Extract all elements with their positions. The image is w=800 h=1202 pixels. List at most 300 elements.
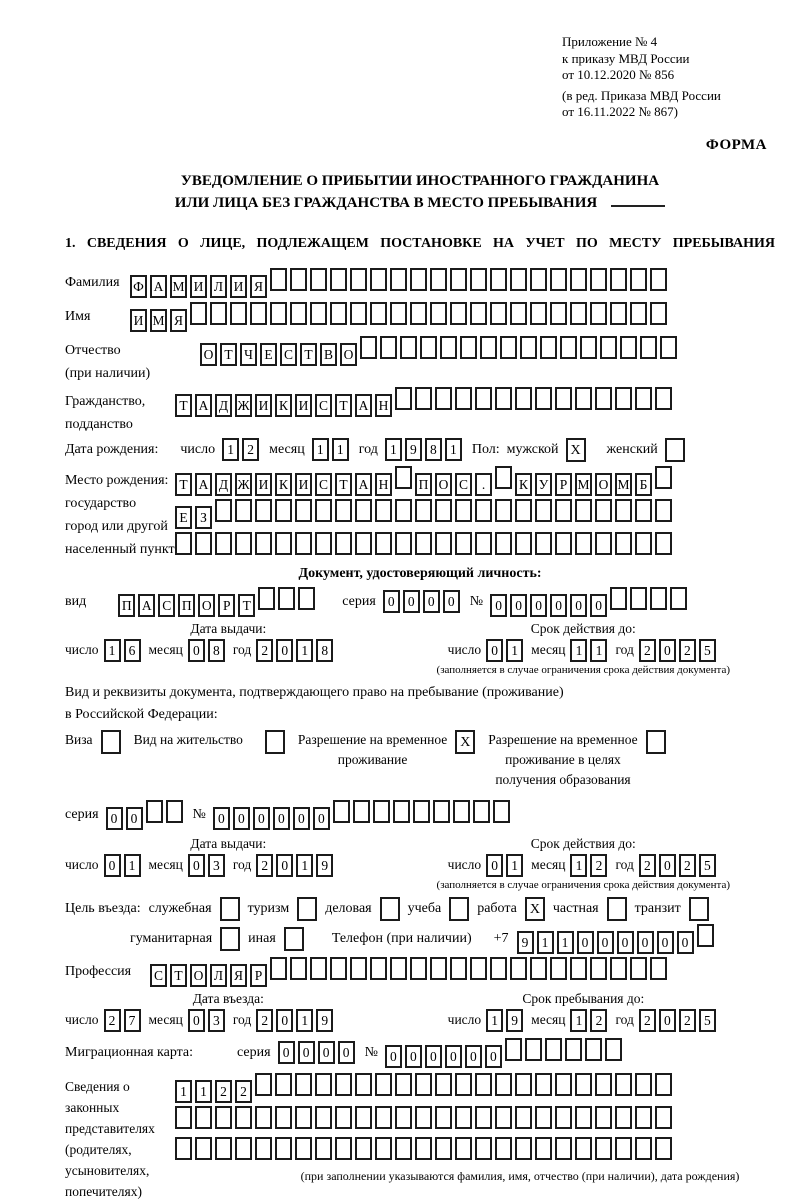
- char-cell[interactable]: [550, 957, 567, 980]
- char-cell[interactable]: [490, 957, 507, 980]
- char-cell[interactable]: 0: [276, 1009, 293, 1032]
- char-cell[interactable]: [570, 302, 587, 325]
- char-cell[interactable]: 0: [253, 807, 270, 830]
- char-cell[interactable]: [515, 499, 532, 522]
- char-cell[interactable]: Т: [238, 594, 255, 617]
- visa-checkbox[interactable]: [101, 730, 121, 754]
- char-cell[interactable]: [295, 1073, 312, 1096]
- birth-day-cells[interactable]: [222, 438, 262, 461]
- char-cell[interactable]: [475, 1137, 492, 1160]
- char-cell[interactable]: [375, 499, 392, 522]
- char-cell[interactable]: 0: [657, 931, 674, 954]
- char-cell[interactable]: [550, 302, 567, 325]
- char-cell[interactable]: 0: [486, 639, 503, 662]
- birth-place-row3-cells[interactable]: [175, 532, 675, 560]
- char-cell[interactable]: 0: [637, 931, 654, 954]
- entry-year-cells[interactable]: [256, 1009, 336, 1032]
- gender-male-checkbox[interactable]: X: [566, 438, 586, 462]
- char-cell[interactable]: [335, 1137, 352, 1160]
- char-cell[interactable]: [275, 499, 292, 522]
- char-cell[interactable]: Н: [375, 473, 392, 496]
- char-cell[interactable]: [515, 1137, 532, 1160]
- char-cell[interactable]: [395, 466, 412, 489]
- char-cell[interactable]: 0: [617, 931, 634, 954]
- char-cell[interactable]: 8: [425, 438, 442, 461]
- entry-day-cells[interactable]: [104, 1009, 144, 1032]
- char-cell[interactable]: Д: [215, 473, 232, 496]
- char-cell[interactable]: [630, 302, 647, 325]
- char-cell[interactable]: [475, 499, 492, 522]
- char-cell[interactable]: [493, 800, 510, 823]
- char-cell[interactable]: [330, 302, 347, 325]
- char-cell[interactable]: [555, 532, 572, 555]
- char-cell[interactable]: 1: [296, 639, 313, 662]
- char-cell[interactable]: [655, 1137, 672, 1160]
- char-cell[interactable]: [415, 532, 432, 555]
- char-cell[interactable]: [275, 1073, 292, 1096]
- char-cell[interactable]: [510, 302, 527, 325]
- char-cell[interactable]: [435, 532, 452, 555]
- char-cell[interactable]: [697, 924, 714, 947]
- char-cell[interactable]: [315, 532, 332, 555]
- char-cell[interactable]: Б: [635, 473, 652, 496]
- char-cell[interactable]: [635, 1106, 652, 1129]
- char-cell[interactable]: [315, 499, 332, 522]
- char-cell[interactable]: [380, 336, 397, 359]
- char-cell[interactable]: [630, 957, 647, 980]
- char-cell[interactable]: 9: [316, 854, 333, 877]
- char-cell[interactable]: Т: [300, 343, 317, 366]
- char-cell[interactable]: [550, 268, 567, 291]
- char-cell[interactable]: [473, 800, 490, 823]
- char-cell[interactable]: [355, 1073, 372, 1096]
- char-cell[interactable]: 2: [679, 854, 696, 877]
- temp-permit-checkbox[interactable]: X: [455, 730, 475, 754]
- char-cell[interactable]: П: [118, 594, 135, 617]
- issue-day-cells[interactable]: [104, 639, 144, 662]
- char-cell[interactable]: А: [138, 594, 155, 617]
- purpose-transit-checkbox[interactable]: [689, 897, 709, 921]
- char-cell[interactable]: [415, 1106, 432, 1129]
- char-cell[interactable]: И: [230, 275, 247, 298]
- char-cell[interactable]: 1: [486, 1009, 503, 1032]
- char-cell[interactable]: И: [295, 394, 312, 417]
- char-cell[interactable]: [295, 1106, 312, 1129]
- char-cell[interactable]: [415, 1137, 432, 1160]
- char-cell[interactable]: [335, 1073, 352, 1096]
- char-cell[interactable]: [410, 957, 427, 980]
- char-cell[interactable]: А: [355, 473, 372, 496]
- char-cell[interactable]: [575, 1137, 592, 1160]
- residence-issue-year-cells[interactable]: [256, 854, 336, 877]
- char-cell[interactable]: [370, 268, 387, 291]
- char-cell[interactable]: [295, 499, 312, 522]
- char-cell[interactable]: 0: [485, 1045, 502, 1068]
- char-cell[interactable]: [565, 1038, 582, 1061]
- char-cell[interactable]: И: [295, 473, 312, 496]
- char-cell[interactable]: 1: [332, 438, 349, 461]
- char-cell[interactable]: [310, 302, 327, 325]
- residence-issue-day-cells[interactable]: [104, 854, 144, 877]
- char-cell[interactable]: [435, 387, 452, 410]
- char-cell[interactable]: Л: [210, 275, 227, 298]
- char-cell[interactable]: [390, 302, 407, 325]
- char-cell[interactable]: В: [320, 343, 337, 366]
- char-cell[interactable]: [540, 336, 557, 359]
- char-cell[interactable]: [255, 532, 272, 555]
- char-cell[interactable]: 1: [445, 438, 462, 461]
- char-cell[interactable]: 8: [316, 639, 333, 662]
- char-cell[interactable]: О: [190, 964, 207, 987]
- char-cell[interactable]: [315, 1137, 332, 1160]
- char-cell[interactable]: [430, 302, 447, 325]
- char-cell[interactable]: [395, 532, 412, 555]
- char-cell[interactable]: [635, 499, 652, 522]
- char-cell[interactable]: С: [280, 343, 297, 366]
- char-cell[interactable]: Ж: [235, 394, 252, 417]
- char-cell[interactable]: [635, 1073, 652, 1096]
- purpose-business-checkbox[interactable]: [380, 897, 400, 921]
- char-cell[interactable]: О: [435, 473, 452, 496]
- char-cell[interactable]: [655, 387, 672, 410]
- char-cell[interactable]: [353, 800, 370, 823]
- char-cell[interactable]: 5: [699, 639, 716, 662]
- char-cell[interactable]: [490, 302, 507, 325]
- char-cell[interactable]: 3: [208, 1009, 225, 1032]
- char-cell[interactable]: [215, 532, 232, 555]
- char-cell[interactable]: 1: [385, 438, 402, 461]
- char-cell[interactable]: Е: [260, 343, 277, 366]
- char-cell[interactable]: 2: [679, 639, 696, 662]
- char-cell[interactable]: 1: [537, 931, 554, 954]
- char-cell[interactable]: [530, 302, 547, 325]
- char-cell[interactable]: [375, 1137, 392, 1160]
- char-cell[interactable]: [195, 532, 212, 555]
- char-cell[interactable]: [490, 268, 507, 291]
- char-cell[interactable]: 1: [296, 1009, 313, 1032]
- char-cell[interactable]: [275, 1106, 292, 1129]
- char-cell[interactable]: 0: [383, 590, 400, 613]
- char-cell[interactable]: [166, 800, 183, 823]
- birth-month-cells[interactable]: [312, 438, 352, 461]
- char-cell[interactable]: И: [255, 394, 272, 417]
- char-cell[interactable]: Т: [220, 343, 237, 366]
- char-cell[interactable]: [575, 499, 592, 522]
- char-cell[interactable]: [630, 587, 647, 610]
- char-cell[interactable]: И: [255, 473, 272, 496]
- char-cell[interactable]: 0: [443, 590, 460, 613]
- char-cell[interactable]: [375, 1106, 392, 1129]
- char-cell[interactable]: [350, 302, 367, 325]
- char-cell[interactable]: 1: [124, 854, 141, 877]
- char-cell[interactable]: [258, 587, 275, 610]
- char-cell[interactable]: 0: [313, 807, 330, 830]
- char-cell[interactable]: 0: [188, 1009, 205, 1032]
- char-cell[interactable]: [270, 957, 287, 980]
- birth-place-row1-cells[interactable]: [175, 466, 675, 496]
- char-cell[interactable]: 2: [215, 1080, 232, 1103]
- char-cell[interactable]: [555, 1106, 572, 1129]
- char-cell[interactable]: 0: [445, 1045, 462, 1068]
- edu-permit-checkbox[interactable]: [646, 730, 666, 754]
- char-cell[interactable]: О: [340, 343, 357, 366]
- profession-cells[interactable]: [150, 957, 670, 987]
- issue-month-cells[interactable]: [188, 639, 228, 662]
- char-cell[interactable]: [453, 800, 470, 823]
- char-cell[interactable]: Т: [170, 964, 187, 987]
- char-cell[interactable]: [175, 532, 192, 555]
- char-cell[interactable]: [395, 387, 412, 410]
- char-cell[interactable]: [595, 387, 612, 410]
- stay-year-cells[interactable]: [639, 1009, 719, 1032]
- char-cell[interactable]: [210, 302, 227, 325]
- char-cell[interactable]: [475, 1073, 492, 1096]
- representatives-row2-cells[interactable]: [175, 1106, 800, 1134]
- char-cell[interactable]: 1: [590, 639, 607, 662]
- char-cell[interactable]: 0: [106, 807, 123, 830]
- char-cell[interactable]: [295, 1137, 312, 1160]
- char-cell[interactable]: [255, 1137, 272, 1160]
- char-cell[interactable]: [475, 1106, 492, 1129]
- char-cell[interactable]: 0: [338, 1041, 355, 1064]
- char-cell[interactable]: 2: [256, 854, 273, 877]
- char-cell[interactable]: 0: [597, 931, 614, 954]
- char-cell[interactable]: [250, 302, 267, 325]
- char-cell[interactable]: [495, 387, 512, 410]
- char-cell[interactable]: [375, 532, 392, 555]
- char-cell[interactable]: [195, 1106, 212, 1129]
- char-cell[interactable]: [555, 1137, 572, 1160]
- char-cell[interactable]: [370, 957, 387, 980]
- char-cell[interactable]: 0: [276, 854, 293, 877]
- char-cell[interactable]: [175, 1106, 192, 1129]
- char-cell[interactable]: [555, 387, 572, 410]
- char-cell[interactable]: Т: [335, 473, 352, 496]
- residence-expiry-month-cells[interactable]: [570, 854, 610, 877]
- char-cell[interactable]: [415, 1073, 432, 1096]
- char-cell[interactable]: 7: [124, 1009, 141, 1032]
- char-cell[interactable]: [655, 466, 672, 489]
- char-cell[interactable]: [515, 1106, 532, 1129]
- representatives-row1-cells[interactable]: [175, 1073, 800, 1103]
- char-cell[interactable]: 2: [679, 1009, 696, 1032]
- char-cell[interactable]: [146, 800, 163, 823]
- char-cell[interactable]: [615, 499, 632, 522]
- char-cell[interactable]: [500, 336, 517, 359]
- char-cell[interactable]: Я: [230, 964, 247, 987]
- char-cell[interactable]: [420, 336, 437, 359]
- char-cell[interactable]: [375, 1073, 392, 1096]
- char-cell[interactable]: О: [198, 594, 215, 617]
- char-cell[interactable]: 1: [195, 1080, 212, 1103]
- char-cell[interactable]: М: [615, 473, 632, 496]
- char-cell[interactable]: [370, 302, 387, 325]
- char-cell[interactable]: [393, 800, 410, 823]
- patronymic-cells[interactable]: [200, 336, 680, 366]
- char-cell[interactable]: [235, 1137, 252, 1160]
- surname-cells[interactable]: [130, 268, 670, 298]
- char-cell[interactable]: [535, 1137, 552, 1160]
- char-cell[interactable]: 0: [188, 854, 205, 877]
- residence-series-cells[interactable]: [106, 800, 186, 830]
- char-cell[interactable]: 1: [570, 854, 587, 877]
- char-cell[interactable]: [430, 957, 447, 980]
- char-cell[interactable]: 2: [256, 639, 273, 662]
- residence-permit-checkbox[interactable]: [265, 730, 285, 754]
- char-cell[interactable]: [610, 268, 627, 291]
- char-cell[interactable]: 0: [104, 854, 121, 877]
- char-cell[interactable]: 2: [639, 1009, 656, 1032]
- mc-series-cells[interactable]: [278, 1041, 358, 1064]
- char-cell[interactable]: [455, 532, 472, 555]
- char-cell[interactable]: [230, 302, 247, 325]
- char-cell[interactable]: Д: [215, 394, 232, 417]
- char-cell[interactable]: [430, 268, 447, 291]
- char-cell[interactable]: [515, 1073, 532, 1096]
- char-cell[interactable]: 2: [242, 438, 259, 461]
- char-cell[interactable]: 0: [486, 854, 503, 877]
- char-cell[interactable]: [190, 302, 207, 325]
- char-cell[interactable]: 2: [639, 639, 656, 662]
- char-cell[interactable]: [255, 499, 272, 522]
- char-cell[interactable]: [270, 268, 287, 291]
- char-cell[interactable]: [310, 268, 327, 291]
- char-cell[interactable]: [395, 1073, 412, 1096]
- char-cell[interactable]: А: [195, 394, 212, 417]
- char-cell[interactable]: [620, 336, 637, 359]
- char-cell[interactable]: 0: [659, 639, 676, 662]
- char-cell[interactable]: [315, 1106, 332, 1129]
- char-cell[interactable]: [290, 957, 307, 980]
- char-cell[interactable]: 0: [465, 1045, 482, 1068]
- char-cell[interactable]: Ф: [130, 275, 147, 298]
- char-cell[interactable]: [390, 268, 407, 291]
- char-cell[interactable]: [350, 957, 367, 980]
- char-cell[interactable]: [615, 532, 632, 555]
- char-cell[interactable]: П: [178, 594, 195, 617]
- stay-day-cells[interactable]: [486, 1009, 526, 1032]
- char-cell[interactable]: 2: [235, 1080, 252, 1103]
- char-cell[interactable]: 0: [403, 590, 420, 613]
- char-cell[interactable]: [400, 336, 417, 359]
- char-cell[interactable]: Т: [175, 394, 192, 417]
- char-cell[interactable]: 6: [124, 639, 141, 662]
- char-cell[interactable]: М: [150, 309, 167, 332]
- char-cell[interactable]: [335, 532, 352, 555]
- char-cell[interactable]: С: [158, 594, 175, 617]
- char-cell[interactable]: [555, 499, 572, 522]
- char-cell[interactable]: [395, 499, 412, 522]
- mc-number-cells[interactable]: [385, 1038, 625, 1068]
- char-cell[interactable]: 1: [506, 854, 523, 877]
- stay-month-cells[interactable]: [570, 1009, 610, 1032]
- char-cell[interactable]: 0: [188, 639, 205, 662]
- char-cell[interactable]: [560, 336, 577, 359]
- char-cell[interactable]: [650, 268, 667, 291]
- char-cell[interactable]: 0: [273, 807, 290, 830]
- char-cell[interactable]: [670, 587, 687, 610]
- char-cell[interactable]: 0: [213, 807, 230, 830]
- purpose-work-checkbox[interactable]: X: [525, 897, 545, 921]
- char-cell[interactable]: [595, 1106, 612, 1129]
- char-cell[interactable]: [610, 302, 627, 325]
- char-cell[interactable]: [310, 957, 327, 980]
- char-cell[interactable]: [530, 268, 547, 291]
- char-cell[interactable]: [525, 1038, 542, 1061]
- char-cell[interactable]: [495, 499, 512, 522]
- char-cell[interactable]: [570, 268, 587, 291]
- char-cell[interactable]: А: [195, 473, 212, 496]
- char-cell[interactable]: [435, 1073, 452, 1096]
- char-cell[interactable]: 1: [570, 639, 587, 662]
- char-cell[interactable]: [650, 302, 667, 325]
- char-cell[interactable]: .: [475, 473, 492, 496]
- char-cell[interactable]: 0: [276, 639, 293, 662]
- char-cell[interactable]: 0: [659, 1009, 676, 1032]
- char-cell[interactable]: Н: [375, 394, 392, 417]
- char-cell[interactable]: [390, 957, 407, 980]
- char-cell[interactable]: 0: [425, 1045, 442, 1068]
- entry-month-cells[interactable]: [188, 1009, 228, 1032]
- char-cell[interactable]: [275, 532, 292, 555]
- char-cell[interactable]: [455, 387, 472, 410]
- char-cell[interactable]: [410, 302, 427, 325]
- purpose-study-checkbox[interactable]: [449, 897, 469, 921]
- char-cell[interactable]: [605, 1038, 622, 1061]
- char-cell[interactable]: С: [150, 964, 167, 987]
- issue-year-cells[interactable]: [256, 639, 336, 662]
- char-cell[interactable]: И: [130, 309, 147, 332]
- char-cell[interactable]: [480, 336, 497, 359]
- char-cell[interactable]: [330, 957, 347, 980]
- char-cell[interactable]: [395, 1106, 412, 1129]
- char-cell[interactable]: [580, 336, 597, 359]
- char-cell[interactable]: [455, 499, 472, 522]
- char-cell[interactable]: [530, 957, 547, 980]
- char-cell[interactable]: [455, 1073, 472, 1096]
- char-cell[interactable]: 0: [510, 594, 527, 617]
- char-cell[interactable]: [355, 499, 372, 522]
- name-cells[interactable]: [130, 302, 670, 332]
- char-cell[interactable]: 0: [677, 931, 694, 954]
- doc-number-cells[interactable]: [490, 587, 690, 617]
- char-cell[interactable]: 2: [590, 1009, 607, 1032]
- char-cell[interactable]: [650, 957, 667, 980]
- char-cell[interactable]: [615, 1106, 632, 1129]
- char-cell[interactable]: 0: [530, 594, 547, 617]
- char-cell[interactable]: [275, 1137, 292, 1160]
- char-cell[interactable]: [655, 1073, 672, 1096]
- char-cell[interactable]: [450, 957, 467, 980]
- char-cell[interactable]: [590, 268, 607, 291]
- char-cell[interactable]: [460, 336, 477, 359]
- char-cell[interactable]: [595, 1137, 612, 1160]
- residence-expiry-year-cells[interactable]: [639, 854, 719, 877]
- char-cell[interactable]: [585, 1038, 602, 1061]
- char-cell[interactable]: 9: [506, 1009, 523, 1032]
- char-cell[interactable]: 1: [570, 1009, 587, 1032]
- purpose-humanitarian-checkbox[interactable]: [220, 927, 240, 951]
- char-cell[interactable]: Е: [175, 506, 192, 529]
- char-cell[interactable]: [415, 387, 432, 410]
- char-cell[interactable]: Ч: [240, 343, 257, 366]
- char-cell[interactable]: [278, 587, 295, 610]
- char-cell[interactable]: [470, 268, 487, 291]
- char-cell[interactable]: 5: [699, 854, 716, 877]
- char-cell[interactable]: [355, 1137, 372, 1160]
- char-cell[interactable]: З: [195, 506, 212, 529]
- char-cell[interactable]: 0: [126, 807, 143, 830]
